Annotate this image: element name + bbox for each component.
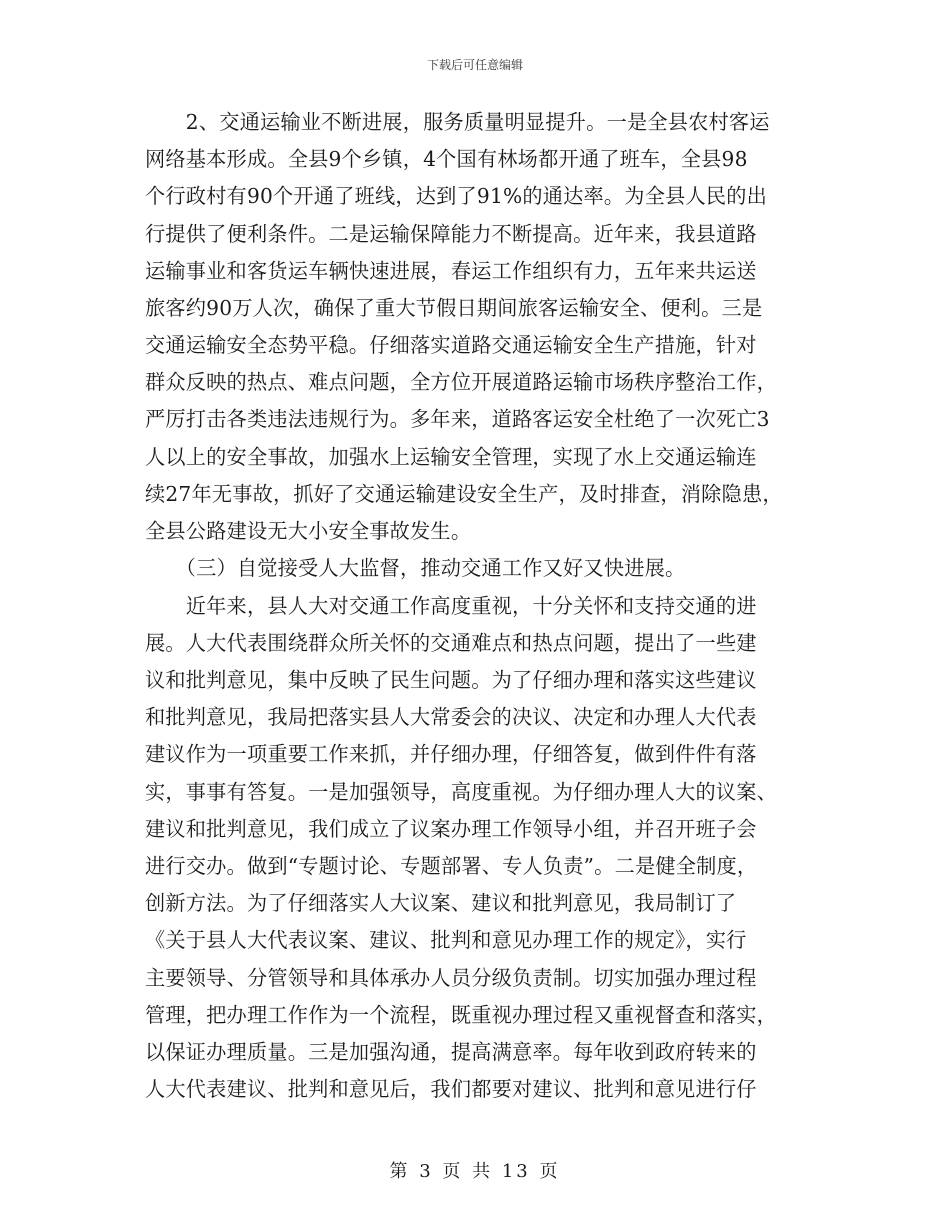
text-line: 行提供了便利条件。二是运输保障能力不断提高。近年来，我县道路 — [145, 222, 757, 246]
text-line: 网络基本形成。全县9个乡镇，4个国有林场都开通了班车，全县98 — [145, 147, 748, 171]
text-line: 运输事业和客货运车辆快速进展，春运工作组织有力，五年来共运送 — [145, 259, 757, 283]
text-line: 进行交办。做到“专题讨论、专题部署、专人负责”。二是健全制度， — [145, 854, 758, 878]
text-line: 近年来，县人大对交通工作高度重视，十分关怀和支持交通的进 — [145, 594, 757, 618]
text-line: 主要领导、分管领导和具体承办人员分级负责制。切实加强办理过程 — [145, 966, 757, 990]
text-line: 建议作为一项重要工作来抓，并仔细办理，仔细答复，做到件件有落 — [145, 742, 757, 766]
section-heading: （三）自觉接受人大监督，推动交通工作又好又快进展。 — [145, 556, 686, 580]
text-line: 2、交通运输业不断进展，服务质量明显提升。一是全县农村客运 — [145, 110, 770, 134]
page-header: 下载后可任意编辑 — [426, 58, 523, 72]
text-line: 群众反映的热点、难点问题，全方位开展道路运输市场秩序整治工作， — [145, 370, 778, 394]
text-line: 和批判意见，我局把落实县人大常委会的决议、决定和办理人大代表 — [145, 705, 757, 729]
text-line: 管理，把办理工作作为一个流程，既重视办理过程又重视督查和落实， — [145, 1003, 778, 1027]
text-line: 全县公路建设无大小安全事故发生。 — [145, 519, 472, 543]
text-line: 人以上的安全事故，加强水上运输安全管理，实现了水上交通运输连 — [145, 445, 757, 469]
text-line: 以保证办理质量。三是加强沟通，提高满意率。每年收到政府转来的 — [145, 1040, 757, 1064]
text-line: 个行政村有90个开通了班线，达到了91%的通达率。为全县人民的出 — [145, 184, 768, 208]
text-line: 建议和批判意见，我们成立了议案办理工作领导小组，并召开班子会 — [145, 817, 757, 841]
text-line: 交通运输安全态势平稳。仔细落实道路交通运输安全生产措施，针对 — [145, 333, 757, 357]
text-line: 实，事事有答复。一是加强领导，高度重视。为仔细办理人大的议案、 — [145, 780, 778, 804]
text-line: 议和批判意见，集中反映了民生问题。为了仔细办理和落实这些建议 — [145, 668, 757, 692]
text-line: 展。人大代表围绕群众所关怀的交通难点和热点问题，提出了一些建 — [145, 631, 757, 655]
text-line: 严厉打击各类违法违规行为。多年来，道路客运安全杜绝了一次死亡3 — [145, 407, 770, 431]
text-line: 旅客约90万人次，确保了重大节假日期间旅客运输安全、便利。三是 — [145, 296, 763, 320]
text-line: 创新方法。为了仔细落实人大议案、建议和批判意见，我局制订了 — [145, 891, 737, 915]
page-number-footer: 第 3 页 共 13 页 — [389, 1161, 561, 1182]
text-line: 续27年无事故，抓好了交通运输建设安全生产，及时排查，消除隐患， — [145, 482, 783, 506]
text-line: 人大代表建议、批判和意见后，我们都要对建议、批判和意见进行仔 — [145, 1077, 757, 1101]
text-line: 《关于县人大代表议案、建议、批判和意见办理工作的规定》，实行 — [145, 928, 747, 952]
